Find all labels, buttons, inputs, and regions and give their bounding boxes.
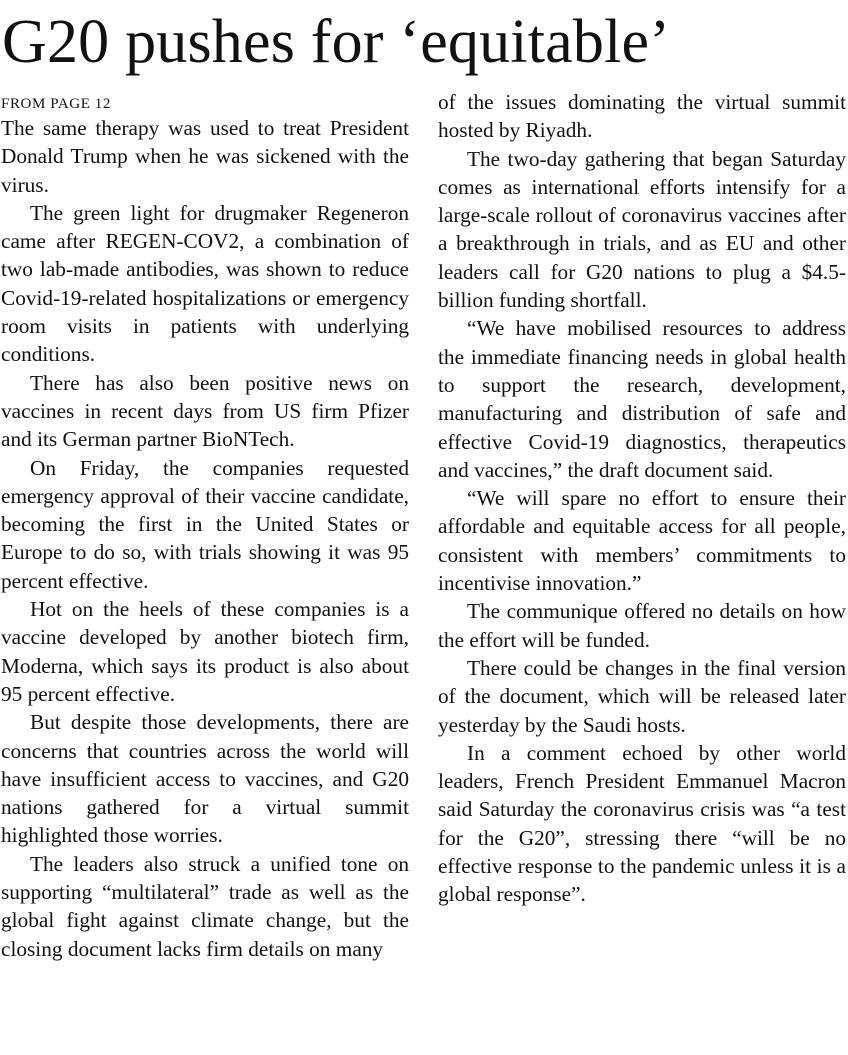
paragraph-summit-continued: of the issues dominating the virtual summit hosted by Riyadh.: [438, 90, 846, 143]
headline: G20 pushes for ‘equitable’: [2, 8, 671, 76]
paragraph-communique: The communique offered no details on how the effort will be funded.: [438, 599, 846, 652]
paragraph-regeneron: The green light for drugmaker Regeneron came after REGEN-COV2, a combination of two lab-made antibodies, was shown to reduce Covid-19-related hospitalizations or emergency room visits in patients with underlying conditions.: [1, 200, 409, 367]
paragraph-emergency-approval: On Friday, the companies requested emergency approval of their vaccine candidate, becoming the first in the United States or Europe to do so, with trials showing it was 95 percent effective.: [1, 455, 409, 593]
paragraph-final-version: There could be changes in the final version of the document, which will be released later yesterday by the Saudi hosts.: [438, 655, 846, 737]
paragraph-macron: In a comment echoed by other world leaders, French President Emmanuel Macron said Saturday the coronavirus crisis was “a test for the G20”, stressing there “will be no effective response to the pandemic unless it is a global response”.: [438, 740, 846, 907]
left-column: [1, 88, 409, 963]
paragraph-therapy: The same therapy was used to treat President Donald Trump when he was sickened with the virus.: [1, 116, 409, 197]
paragraph-mobilised-resources: “We have mobilised resources to address the immediate financing needs in global health to support the research, development, manufacturing and distribution of safe and effective Covid-19 diagnostics, therapeutics and vaccines,” the draft document said.: [438, 316, 846, 482]
right-column: [438, 88, 846, 909]
jump-line: FROM PAGE 12: [1, 96, 112, 112]
paragraph-access-concerns: But despite those developments, there are concerns that countries across the world will have insufficient access to vaccines, and G20 nations gathered for a virtual summit highlighted those worries.: [1, 710, 409, 848]
paragraph-two-day-gathering: The two-day gathering that began Saturday comes as international efforts intensify for a large-scale rollout of coronavirus vaccines after a breakthrough in trials, and as EU and other leaders call for G20 nations to plug a $4.5-billion funding shortfall.: [438, 146, 846, 313]
paragraph-moderna: Hot on the heels of these companies is a vaccine developed by another biotech firm, Moderna, which says its product is also about 95 percent effective.: [1, 597, 409, 706]
paragraph-spare-no-effort: “We will spare no effort to ensure their affordable and equitable access for all people, consistent with members’ commitments to incentivise innovation.”: [438, 486, 846, 596]
paragraph-pfizer: There has also been positive news on vaccines in recent days from US firm Pfizer and its German partner BioNTech.: [1, 370, 409, 452]
paragraph-unified-tone: The leaders also struck a unified tone on supporting “multilateral” trade as well as the global fight against climate change, but the closing document lacks firm details on many: [1, 851, 409, 961]
